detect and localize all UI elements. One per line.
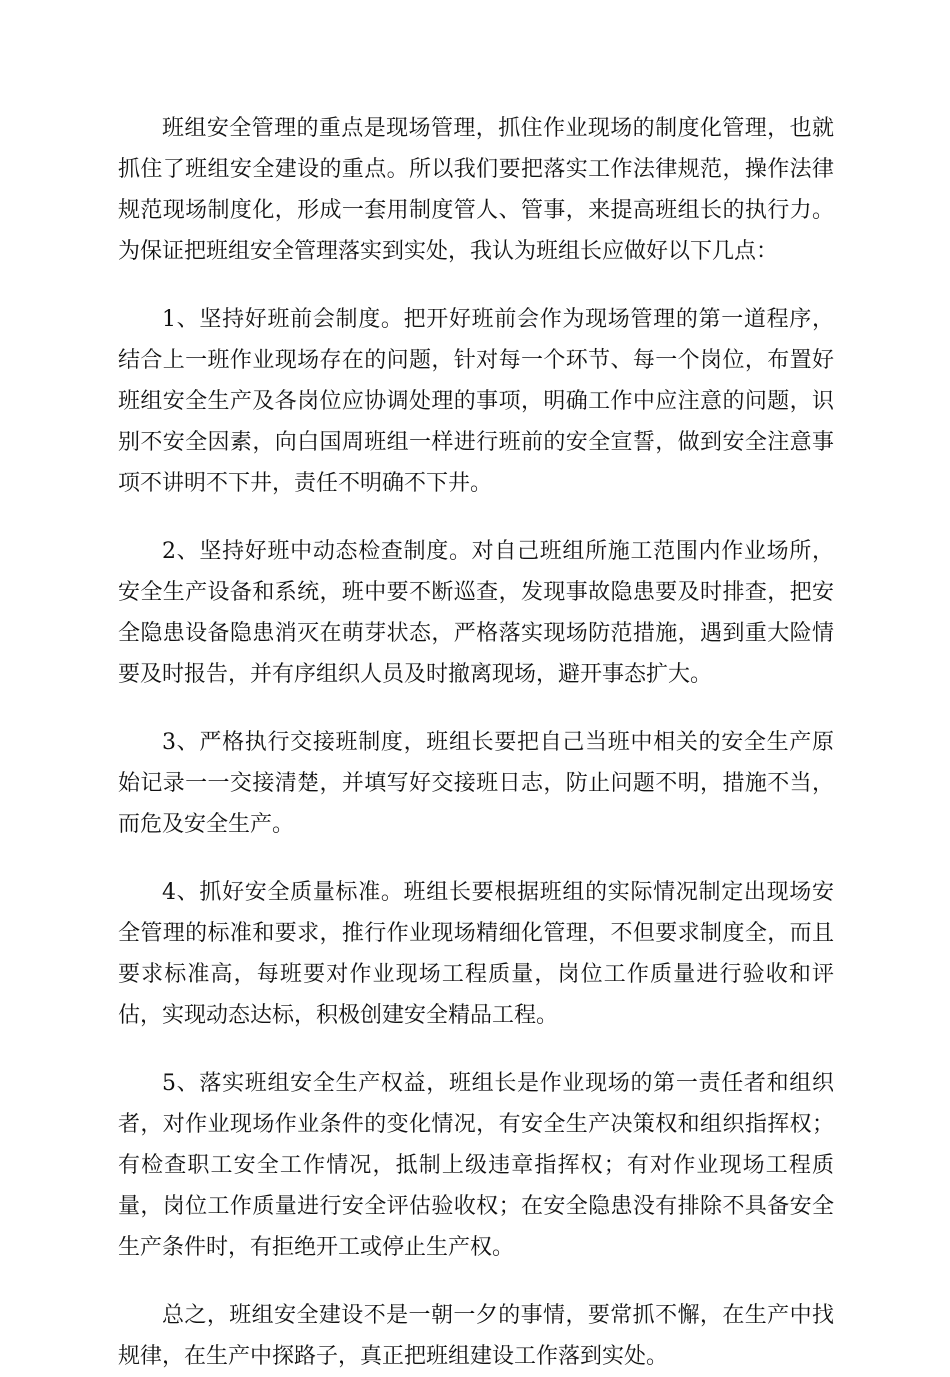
intro-paragraph: 班组安全管理的重点是现场管理，抓住作业现场的制度化管理，也就抓住了班组安全建设的重点。所以我们要把落实工作法律规范，操作法律规范现场制度化，形成一套用制度管人、管事，来提高班组长的执行力。为保证把班组安全管理落实到实处，我认为班组长应做好以下几点： [118,116,834,264]
conclusion-paragraph: 总之，班组安全建设不是一朝一夕的事情，要常抓不懈，在生产中找规律，在生产中探路子，真正把班组建设工作落到实处。 [118,1303,834,1369]
point-2-paragraph: 2、坚持好班中动态检查制度。对自己班组所施工范围内作业场所，安全生产设备和系统，班中要不断巡查，发现事故隐患要及时排查，把安全隐患设备隐患消灭在萌芽状态，严格落实现场防范措施，遇到重大险情要及时报告，并有序组织人员及时撤离现场，避开事态扩大。 [118,539,834,687]
point-3-paragraph: 3、严格执行交接班制度，班组长要把自己当班中相关的安全生产原始记录一一交接清楚，并填写好交接班日志，防止问题不明，措施不当，而危及安全生产。 [118,730,834,837]
point-1-paragraph: 1、坚持好班前会制度。把开好班前会作为现场管理的第一道程序，结合上一班作业现场存在的问题，针对每一个环节、每一个岗位，布置好班组安全生产及各岗位应协调处理的事项，明确工作中应注意的问题，识别不安全因素，向白国周班组一样进行班前的安全宣誓，做到安全注意事项不讲明不下井，责任不明确不下井。 [118,307,834,496]
point-4-paragraph: 4、抓好安全质量标准。班组长要根据班组的实际情况制定出现场安全管理的标准和要求，推行作业现场精细化管理，不但要求制度全，而且要求标准高，每班要对作业现场工程质量，岗位工作质量进行验收和评估，实现动态达标，积极创建安全精品工程。 [118,880,834,1028]
point-5-paragraph: 5、落实班组安全生产权益，班组长是作业现场的第一责任者和组织者，对作业现场作业条件的变化情况，有安全生产决策权和组织指挥权；有检查职工安全工作情况，抵制上级违章指挥权；有对作业现场工程质量，岗位工作质量进行安全评估验收权；在安全隐患没有排除不具备安全生产条件时，有拒绝开工或停止生产权。 [118,1071,834,1260]
document-body [118,108,834,1377]
